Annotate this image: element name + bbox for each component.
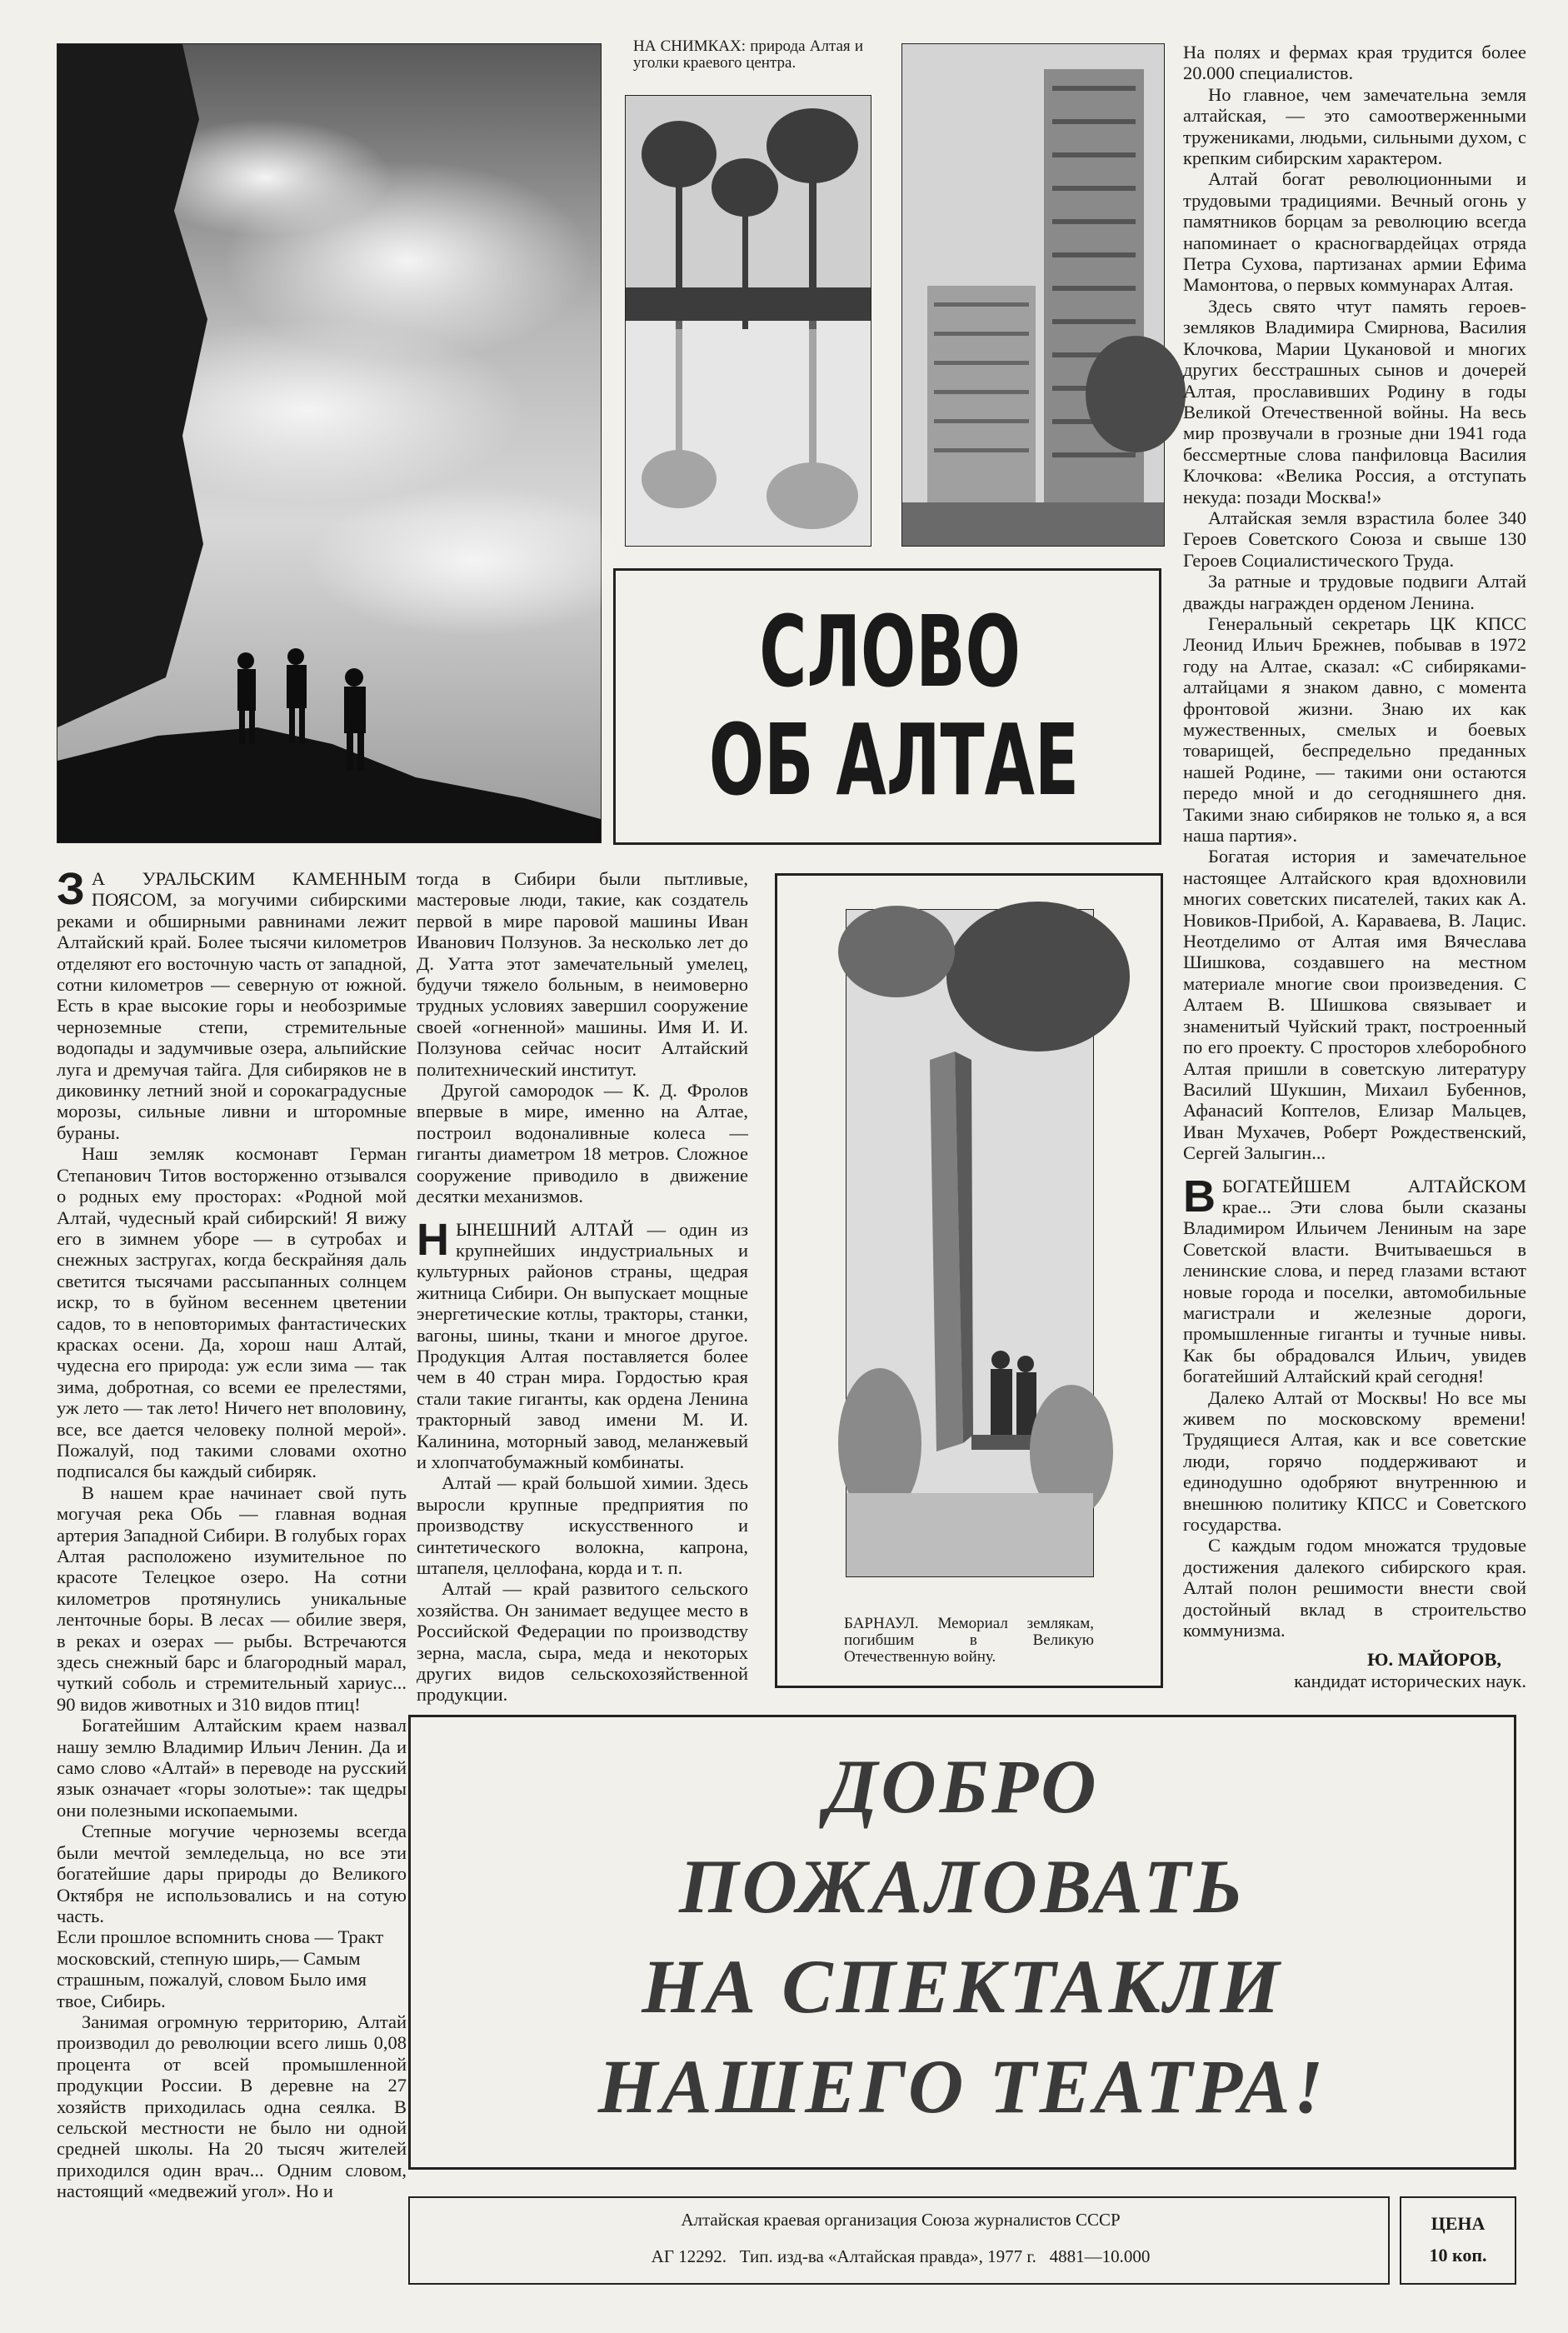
article-paragraph: На полях и фермах края трудится более 20.000 специалистов.	[1183, 42, 1526, 84]
article-paragraph: Богатейшим Алтайским краем назвал нашу землю Владимир Ильич Ленин. Да и само слово «Алтай» в переводе на русский язык означает «горы золотые»: так щедры они полезными ископаемыми.	[57, 1715, 407, 1821]
highrise-illustration	[902, 44, 1164, 546]
photo-caption-top: НА СНИМКАХ: природа Алтая и уголки краевого центра.	[633, 37, 863, 72]
dropcap-z: З	[57, 864, 85, 914]
banner-line-3: НА СПЕКТАКЛИ	[642, 1944, 1283, 2029]
article-paragraph: Алтай — край развитого сельского хозяйства. Он занимает ведущее место в Российской Федерации по производству зерна, масла, сыра, меда и некоторых других видов сельскохозяйственной продукции.	[417, 1578, 748, 1706]
article-paragraph: Алтай богат революционными и трудовыми традициями. Вечный огонь у памятников борцам за революцию всегда напоминает о красногвардейцах отряда Петра Сухова, партизанах армии Ефима Мамонтова, о первых коммунарах Алтая.	[1183, 168, 1526, 296]
memorial-illustration	[846, 910, 1093, 1576]
article-column-2	[417, 868, 748, 1706]
article-paragraph: Алтайская земля взрастила более 340 Героев Советского Союза и свыше 130 Героев Социалистического Труда.	[1183, 507, 1526, 571]
dropcap-v: В	[1183, 1171, 1216, 1221]
barnaul-photo-box	[775, 873, 1163, 1688]
title-box	[613, 568, 1161, 845]
price-value: 10 коп.	[1429, 2245, 1487, 2266]
article-paragraph: НЫНЕШНИЙ АЛТАЙ — один из крупнейших индустриальных и культурных районов страны, щедрая житница Сибири. Он выпускает мощные энергетические котлы, тракторы, станки, вагоны, шины, ткани и многое другое. Продукция Алтая поставляется более чем в 40 стран мира. Гордостью края стали такие гиганты, как ордена Ленина тракторный завод имени М. И. Калинина, моторный завод, меланжевый и хлопчатобумажный комбинаты.	[417, 1214, 748, 1472]
page-title-line1: СЛОВО	[759, 594, 1021, 709]
article-paragraph: Наш земляк космонавт Герман Степанович Титов восторженно отзывался о родных ему просторах: «Родной мой Алтай, чудесный край сибирский! Я вижу его в зимнем уборе — в сутробах и снежных застругах, когда бескрайняя даль светится тысячами рассыпанных солнцем искр, то в буйном весеннем цветении садов, то в неповторимых фантастических красках осени. Да, хорош наш Алтай, чудесна его природа: уж если зима — так зима, добротная, со всеми ее прелестями, уж лето — так лето! Ничего нет вполовину, все, все дается человеку полной мерой». Пожалуй, под такими словами охотно подписался бы каждый сибиряк.	[57, 1143, 407, 1482]
article-paragraph: Но главное, чем замечательна земля алтайская, — это самоотверженными тружениками, людьми, сильными духом, с крепким сибирским характером.	[1183, 83, 1526, 169]
price-label: ЦЕНА	[1431, 2213, 1486, 2234]
photo-caption-barnaul: БАРНАУЛ. Мемориал землякам, погибшим в Великую Отечественную войну.	[844, 1615, 1094, 1666]
author-name: Ю. МАЙОРОВ,	[1367, 1649, 1501, 1671]
theatre-banner	[408, 1715, 1516, 2170]
page-title-line2: ОБ АЛТАЕ	[708, 702, 1080, 817]
forest-lake-illustration	[626, 96, 871, 546]
article-verse: Если прошлое вспомнить снова — Тракт московский, степную ширь,— Самым страшным, пожалуй, словом Было имя твое, Сибирь.	[57, 1926, 384, 2011]
banner-line-2: ПОЖАЛОВАТЬ	[678, 1844, 1246, 1929]
article-paragraph: Далеко Алтай от Москвы! Но все мы живем по московскому времени! Трудящиеся Алтая, как и все советские люди, горячо поддерживают и единодушно одобряют внутреннюю и внешнюю политику КПСС и Советского государства.	[1183, 1386, 1526, 1536]
footer-organization: Алтайская краевая организация Союза журналистов СССР	[681, 2210, 1121, 2230]
footer-print-info: АГ 12292. Тип. изд-ва «Алтайская правда», 1977 г. 4881—10.000	[651, 2246, 1151, 2266]
article-column-1	[57, 864, 407, 2290]
article-paragraph: В нашем крае начинает свой путь могучая река Обь — главная водная артерия Западной Сибири. В голубых горах Алтая расположено изумительное по красоте Телецкое озеро. На сотни километров протянулись уникальные ленточные боры. В лесах — обилие зверя, в реках и озерах — рыбы. Встречаются здесь снежный барс и благородный марал, чуткий соболь и стремительный хариус... 90 видов животных и 310 видов птиц!	[57, 1481, 407, 1715]
banner-line-4: НАШЕГО ТЕАТРА!	[597, 2044, 1327, 2129]
footer-imprint	[408, 2196, 1390, 2285]
article-paragraph: Занимая огромную территорию, Алтай производил до революции всего лишь 0,08 процента от всей промышленной продукции России. В деревне на 27 хозяйств приходилась одна сеялка. В сельской местности не было ни одной средней школы. На 20 тысяч жителей приходился один врач... Одним словом, настоящий «медвежий угол». Но и	[57, 2011, 407, 2202]
article-paragraph: Алтай — край большой химии. Здесь выросли крупные предприятия по производству искусственного и синтетического волокна, капрона, штапеля, целлофана, корда и т. п.	[417, 1472, 748, 1578]
article-paragraph: С каждым годом множатся трудовые достижения далекого сибирского края. Алтай полон решимости внести свой достойный вклад в строительство коммунизма.	[1183, 1535, 1526, 1641]
author-title: кандидат исторических наук.	[1294, 1671, 1526, 1692]
article-paragraph: З А УРАЛЬСКИМ КАМЕННЫМ ПОЯСОМ, за могучими сибирскими реками и обширными равнинами лежит Алтайский край. Более тысячи километров отделяют его восточную часть от западной, сотни километров — северную от южной. Есть в крае высокие горы и необозримые черноземные степи, стремительные водопады и задумчивые озера, альпийские луга и дремучая тайга. Для сибиряков не в диковинку летний зной и сорокаградусные морозы, сильные ливни и шторомные бураны.	[57, 864, 407, 1143]
article-paragraph: тогда в Сибири были пытливые, мастеровые люди, такие, как создатель первой в мире паровой машины Иван Иванович Ползунов. За несколько лет до Д. Уатта этот замечательный умелец, будучи тяжело больным, в неимоверно трудных условиях завершил сооружение своей «огненной» машины. Имя И. И. Ползунова сейчас носит Алтайский политехнический институт.	[417, 868, 748, 1080]
photo-forest-lake	[625, 95, 871, 547]
photo-barnaul-memorial	[846, 909, 1094, 1577]
banner-line-1: ДОБРО	[825, 1744, 1100, 1829]
article-column-4	[1183, 42, 1526, 1692]
article-paragraph: Другой самородок — К. Д. Фролов впервые в мире, именно на Алтае, построил водоналивные колеса — гиганты диаметром 18 метров. Сложное сооружение приводило в движение десятки механизмов.	[417, 1080, 748, 1207]
article-paragraph: В БОГАТЕЙШЕМ АЛТАЙСКОМ крае... Эти слова были сказаны Владимиром Ильичем Лениным на заре Советской власти. Вчитываешься в ленинские слова, и перед глазами встают новые города и поселки, автомобильные магистрали и железные дороги, промышленные гиганты и тучные нивы. Как бы обрадовался Ильич, увидев богатейший Алтайский край сегодня!	[1183, 1171, 1526, 1387]
mountain-illustration	[57, 44, 601, 842]
photo-highrise	[901, 43, 1165, 547]
article-paragraph: Степные могучие черноземы всегда были мечтой земледельца, но все эти богатейшие дары природы до Великого Октября не использовались и на сотую часть.	[57, 1821, 407, 1926]
article-paragraph: Здесь свято чтут память героев-земляков Владимира Смирнова, Василия Клочкова, Марии Цукановой и многих других бесстрашных сынов и дочерей Алтая, прославивших Родину в годы Великой Отечественной войны. На весь мир прозвучали в грозные дни 1941 года бессмертные слова панфиловца Василия Клочкова: «Велика Россия, а отступать некуда: позади Москва!»	[1183, 295, 1526, 507]
dropcap-n: Н	[417, 1214, 449, 1265]
photo-mountains-hikers	[57, 43, 602, 843]
article-paragraph: Богатая история и замечательное настоящее Алтайского края вдохновили многих советских писателей, таких как А. Новиков-Прибой, А. Караваева, В. Лацис. Неотделимо от Алтая имя Вячеслава Шишкова, создавшего на местном материале многие свои произведения. С Алтаем В. Шишкова связывает и знаменитый Чуйский тракт, построенный по его проекту. С просторов хлеборобного Алтая пришли в советскую литературу Василий Шукшин, Михаил Бубеннов, Афанасий Коптелов, Елизар Мальцев, Иван Мухачев, Роберт Рождественский, Сергей Залыгин...	[1183, 846, 1526, 1164]
price-box	[1400, 2196, 1516, 2285]
article-paragraph: За ратные и трудовые подвиги Алтай дважды награжден орденом Ленина.	[1183, 571, 1526, 613]
article-paragraph: Генеральный секретарь ЦК КПСС Леонид Ильич Брежнев, побывав в 1972 году на Алтае, сказал: «С сибиряками-алтайцами я знаком давно, с момента фронтовой жизни. Знаю их как мужественных, смелых и боевых товарищей, беспредельно преданных нашей Родине, — такими они остаются передо мной и до сегодняшнего дня. Такими знаю сибиряков не только я, а вся наша партия».	[1183, 612, 1526, 847]
